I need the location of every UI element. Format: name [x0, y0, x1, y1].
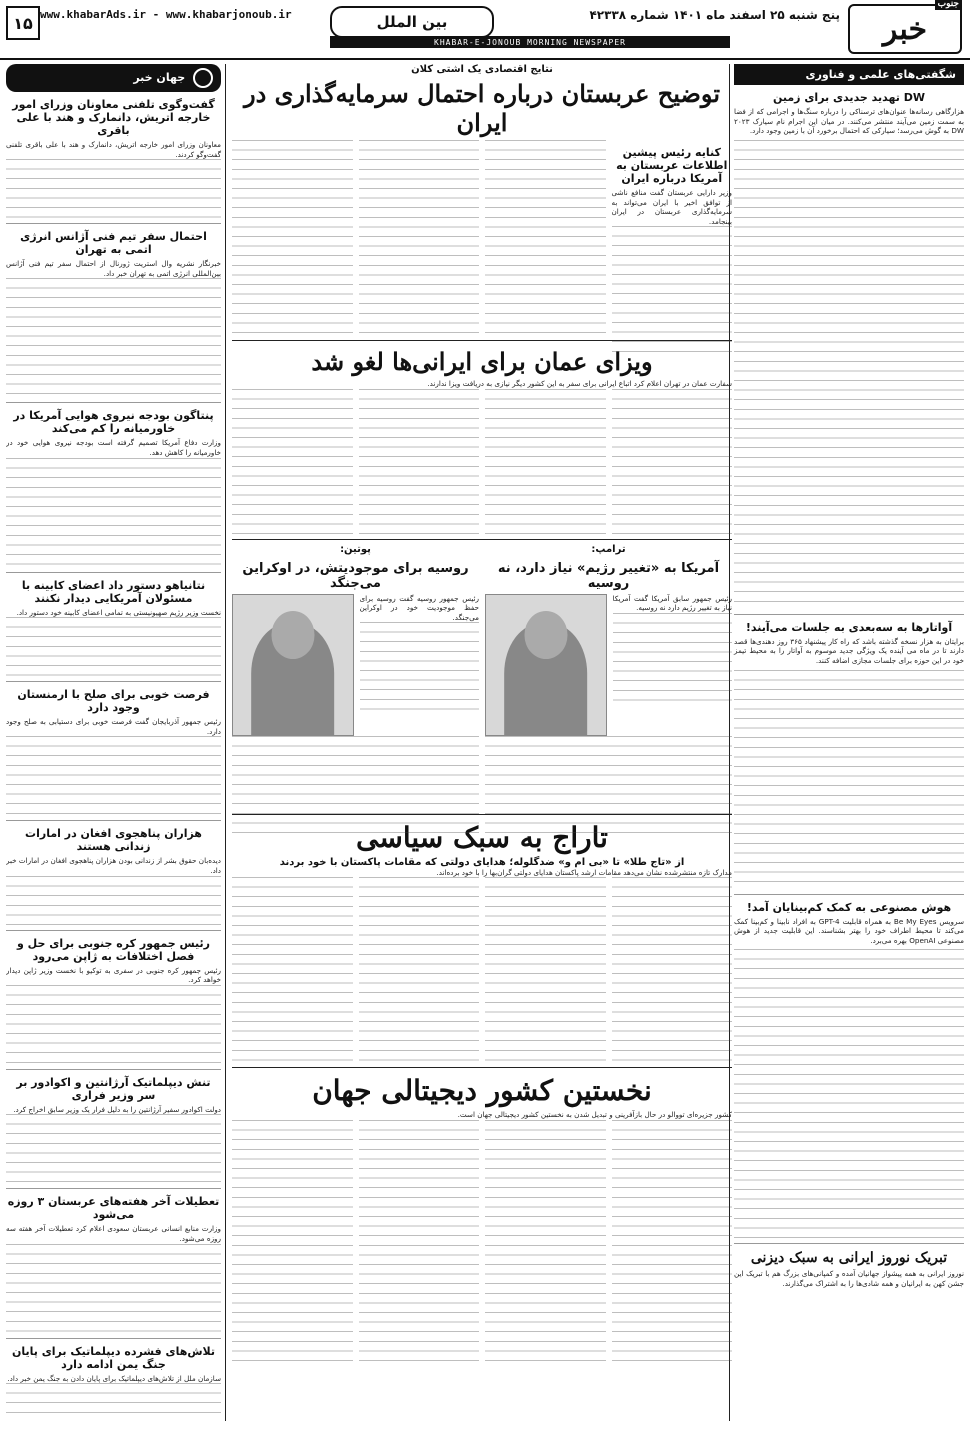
lead-headline: توضیح عربستان درباره احتمال سرمایه‌گذاری در ایران — [243, 79, 720, 137]
world-item — [6, 827, 221, 925]
world-news-tag — [6, 64, 221, 92]
pakistan-body-4 — [232, 877, 353, 1065]
world-item — [6, 688, 221, 816]
science-column — [729, 64, 964, 1421]
trump-text: رئیس جمهور سابق آمریکا گفت آمریکا نیاز به تغییر رژیم دارد نه روسیه. — [612, 593, 732, 613]
world-item-title: رئیس جمهور کره جنوبی برای حل و فصل اختلافات به ژاپن می‌رود — [17, 936, 210, 963]
trump-story — [485, 544, 732, 814]
world-item — [6, 409, 221, 567]
science-p1-body — [734, 140, 964, 610]
science-h3: هوش مصنوعی به کمک کم‌بینایان آمد! — [746, 900, 952, 914]
world-item-title: پنتاگون بودجه نیروی هوایی آمریکا در خاورمیانه را کم می‌کند — [13, 409, 214, 436]
putin-body-2 — [232, 736, 479, 836]
dateline: پنج شنبه ۲۵ اسفند ماه ۱۴۰۱ شماره ۴۲۳۳۸ — [589, 8, 840, 22]
world-news-column — [6, 64, 226, 1421]
page-number: ۱۵ — [6, 6, 40, 40]
tuvalu-body-3 — [359, 1120, 480, 1368]
world-item-text: رئیس جمهور آذربایجان گفت فرصت خوبی برای دستیابی به صلح وجود دارد. — [6, 717, 221, 736]
section-title: بین الملل — [330, 6, 494, 38]
oman-body-4 — [232, 389, 353, 537]
science-p3-body — [734, 949, 964, 1239]
putin-text: رئیس جمهور روسیه گفت روسیه برای حفظ موجودیت خود در اوکراین می‌جنگد. — [359, 593, 479, 622]
lead-body-2 — [485, 140, 606, 335]
pakistan-body-3 — [359, 877, 480, 1065]
lead-text: وزیر دارایی عربستان گفت منافع ناشی از توافق اخیر با ایران می‌تواند به سرمایه‌گذاری عربستان در ایران بینجامد. — [611, 188, 732, 226]
putin-body — [360, 622, 480, 712]
world-item-text: نخست وزیر رژیم صهیونیستی به تمامی اعضای کابینه خود دستور داد. — [16, 607, 221, 617]
masthead — [0, 0, 970, 60]
world-item-title: فرصت خوبی برای صلح با ارمنستان وجود دارد — [17, 688, 210, 715]
world-item — [6, 1195, 221, 1333]
lead-subhead: کنایه رئیس پیشین اطلاعات عربستان به آمریکا درباره ایران — [616, 146, 728, 185]
world-item-title: تنش دیپلماتیک آرژانتین و اکوادور بر سر وزیر فراری — [16, 1075, 211, 1102]
logo-text: خبر — [882, 11, 928, 47]
world-item-text: وزارت دفاع آمریکا تصمیم گرفته است بودجه نیروی هوایی خود در خاورمیانه را کاهش دهد. — [6, 438, 221, 457]
putin-headline: روسیه برای موجودیتش، در اوکراین می‌جنگد — [242, 560, 469, 591]
world-item-title: هزاران پناهجوی افغان در امارات زندانی هستند — [25, 827, 202, 854]
oman-headline: ویزای عمان برای ایرانی‌ها لغو شد — [311, 347, 653, 376]
world-item-text: خبرنگار نشریه وال استریت ژورنال از احتمال سفر تیم فنی آژانس بین‌المللی انرژی اتمی به تهران خبر داد. — [6, 259, 221, 278]
science-h4: تبریک نوروز ایرانی به سبک دیزنی — [750, 1250, 948, 1267]
world-item-title: گفت‌وگوی تلفنی معاونان وزرای امور خارجه اتریش، دانمارک و هند با علی باقری — [12, 98, 215, 137]
pakistan-body-2 — [485, 877, 606, 1065]
lead-kicker: نتایج اقتصادی یک آشتی کلان — [411, 64, 553, 75]
putin-story — [232, 544, 479, 814]
trump-kicker: ترامپ: — [591, 543, 626, 555]
world-item — [6, 1345, 221, 1422]
oman-body-3 — [359, 389, 480, 537]
world-item-title: تلاش‌های فشرده دیپلماتیک برای پایان جنگ یمن ادامه دارد — [11, 1344, 216, 1371]
pakistan-kicker: از «تاج طلا» تا «بی ام و» ضدگلوله؛ هدایای دولتی که مقامات پاکستان با خود بردند — [279, 856, 685, 868]
science-p2-body — [734, 670, 964, 890]
biden-photo — [485, 594, 607, 736]
world-item-title: نتانیاهو دستور داد اعضای کابینه با مسئولان آمریکایی دیدار نکنند — [21, 578, 206, 605]
english-banner: KHABAR-E-JONOUB MORNING NEWSPAPER — [330, 36, 730, 48]
lead-body-1 — [612, 226, 733, 356]
science-p2: برایتان به هزار نسخه گذشته باشد که راه کار پیشنهاد ۳۶۵ روز دهندی‌ها قصد دارند تا در ماه می آینده یک ویژگی جدید موسوم به آواتار را به محیط تیمز خود در این حوزه برای جلسات مجازی اضافه کنند. — [734, 636, 964, 665]
science-p1: هزارگاهی رسانه‌ها عنوان‌های ترسناکی را درباره سنگ‌ها و اجرامی که از فضا به سمت زمین می‌آیند منتشر می‌کنند. در میان این اجرام نام سیارک ۲۰۲۳ DW به گوش می‌رسد؛ سیارکی که احتمال برخورد آن با زمین وجود دارد. — [734, 107, 964, 136]
world-item — [6, 230, 221, 398]
newspaper-logo — [848, 0, 962, 54]
world-item-text: وزارت منابع انسانی عربستان سعودی اعلام کرد تعطیلات آخر هفته سه روزه می‌شود. — [6, 1224, 221, 1243]
world-item — [6, 98, 221, 219]
world-item-text: سازمان ملل از تلاش‌های دیپلماتیک برای پایان دادن به جنگ یمن خبر داد. — [7, 1373, 221, 1383]
world-item — [6, 1076, 221, 1185]
tuvalu-text: کشور جزیره‌ای تووالو در حال بازآفرینی و تبدیل شدن به نخستین کشور دیجیتالی جهان است. — [457, 1110, 732, 1120]
tuvalu-body-2 — [485, 1120, 606, 1368]
pakistan-text: مدارک تازه منتشرشده نشان می‌دهد مقامات ارشد پاکستان هدایای دولتی گران‌بها را با خود برده‌اند. — [436, 867, 732, 877]
trump-body-2 — [485, 736, 732, 836]
logo-sub: جنوب — [935, 0, 962, 10]
world-news-tag-label: جهان خبر — [133, 71, 186, 84]
oman-text: سفارت عمان در تهران اعلام کرد اتباع ایرانی برای سفر به این کشور دیگر نیازی به دریافت ویزا ندارند. — [427, 379, 732, 388]
oman-body-2 — [485, 389, 606, 537]
world-item-title: احتمال سفر تیم فنی آژانس انرژی اتمی به تهران — [20, 230, 207, 257]
science-p3: سرویس Be My Eyes به همراه قابلیت GPT-4 به افراد نابینا و کم‌بینا کمک می‌کند تا محیط اطراف خود را بهتر بشناسند. این قابلیت جدید از هوش مصنوعی OpenAI بهره می‌برد. — [734, 916, 964, 945]
science-tag: شگفتی‌های علمی و فناوری — [734, 64, 964, 85]
lead-body-3 — [359, 140, 480, 335]
science-h1: DW تهدید جدیدی برای زمین — [772, 91, 926, 104]
lead-body-4 — [232, 140, 353, 335]
trump-headline: آمریکا به «تغییر رژیم» نیاز دارد، نه روسیه — [497, 560, 720, 591]
trump-body — [613, 613, 733, 703]
science-p4: نوروز ایرانی به همه پیشواز جهانیان آمده و کمپانی‌های بزرگ هم با تبریک این جشن کهن به ایرانیان و همه شادی‌ها را به اشتراک می‌گذارند. — [734, 1269, 964, 1288]
pakistan-headline: تاراج به سبک سیاسی — [356, 820, 608, 854]
putin-kicker: پوتین: — [340, 543, 371, 555]
world-item — [6, 937, 221, 1065]
tuvalu-body-1 — [612, 1120, 733, 1368]
center-column — [232, 64, 732, 1421]
world-item-text: دولت اکوادور سفیر آرژانتین را به دلیل فرار یک وزیر سابق اخراج کرد. — [13, 1104, 221, 1114]
science-h2: آواتارها به سه‌بعدی به جلسات می‌آیند! — [745, 620, 953, 634]
world-item-text: دیده‌بان حقوق بشر از زندانی بودن هزاران پناهجوی افغان در امارات خبر داد. — [6, 856, 221, 875]
world-item-title: تعطیلات آخر هفته‌های عربستان ۳ روزه می‌شود — [7, 1195, 220, 1222]
websites: www.khabarAds.ir - www.khabarjonoub.ir — [40, 8, 292, 21]
tuvalu-headline: نخستین کشور دیجیتالی جهان — [312, 1074, 652, 1108]
globe-icon — [193, 68, 213, 88]
world-item — [6, 579, 221, 678]
world-item-text: رئیس جمهور کره جنوبی در سفری به توکیو با نخست وزیر ژاپن دیدار خواهد کرد. — [6, 965, 221, 985]
putin-photo — [232, 594, 354, 736]
world-item-text: معاونان وزرای امور خارجه اتریش، دانمارک و هند با علی باقری تلفنی گفت‌وگو کردند. — [6, 140, 221, 159]
tuvalu-body-4 — [232, 1120, 353, 1368]
pakistan-body-1 — [612, 877, 733, 1065]
oman-body-1 — [612, 389, 733, 537]
